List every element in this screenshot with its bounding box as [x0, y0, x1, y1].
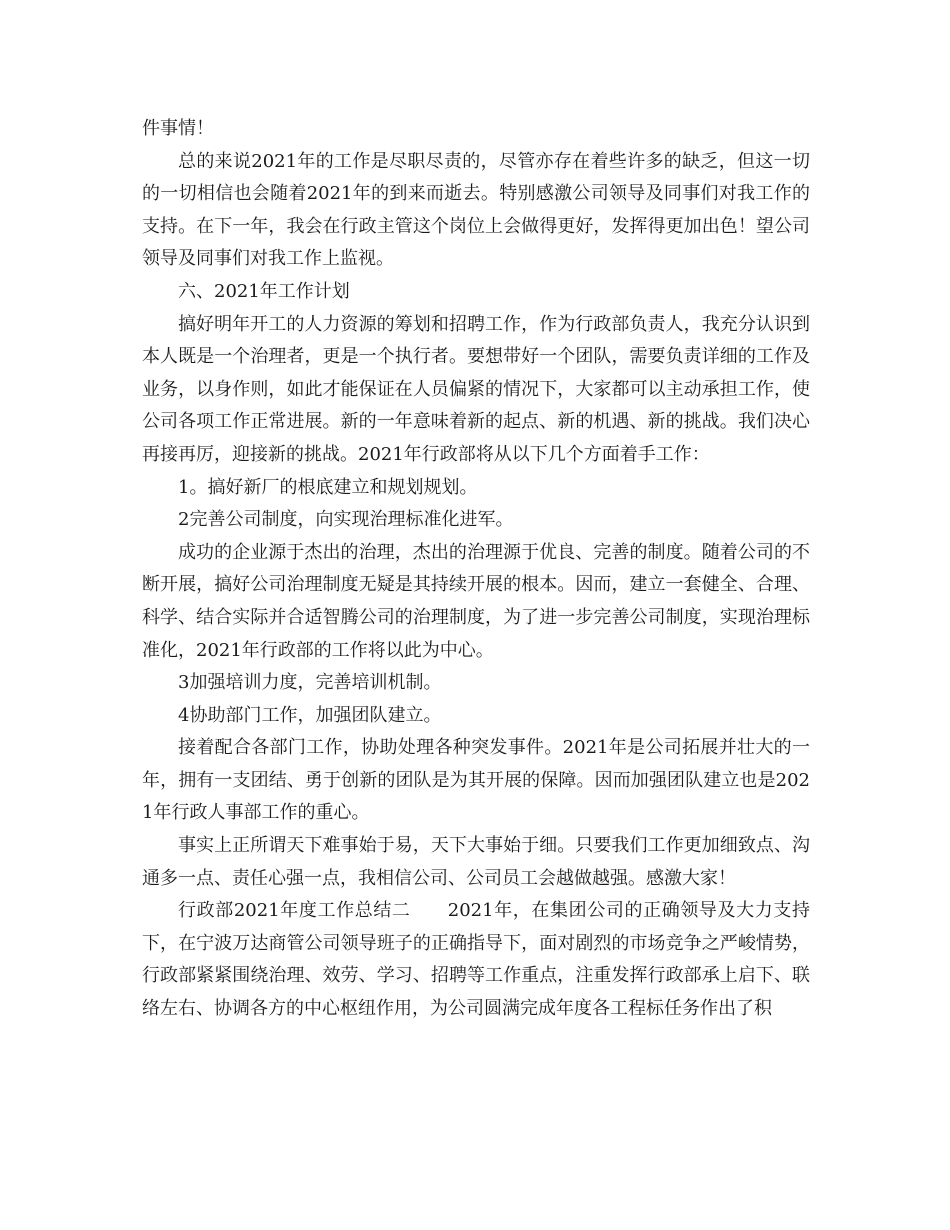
paragraph-11: 事实上正所谓天下难事始于易，天下大事始于细。只要我们工作更加细致点、沟通多一点、责任心强一点，我相信公司、公司员工会越做越强。感激大家！: [142, 835, 810, 889]
list-item-3: 3加强培训力度，完善培训机制。: [178, 672, 442, 694]
list-item-2: 2完善公司制度，向实现治理标准化进军。: [178, 509, 514, 531]
document-body: [142, 113, 810, 1026]
paragraph-7: 成功的企业源于杰出的治理，杰出的治理源于优良、完善的制度。随着公司的不断开展，搞好公司治理制度无疑是其持续开展的根本。因而，建立一套健全、合理、科学、结合实际并合适智腾公司的治理制度，为了进一步完善公司制度，实现治理标准化，2021年行政部的工作将以此为中心。: [142, 541, 810, 661]
section-heading-work-plan: 六、2021年工作计划: [178, 280, 350, 302]
paragraph-1: 件事情！: [142, 118, 214, 139]
paragraph-4: 搞好明年开工的人力资源的筹划和招聘工作，作为行政部负责人，我充分认识到本人既是一个治理者，更是一个执行者。要想带好一个团队，需要负责详细的工作及业务，以身作则，如此才能保证在人员偏紧的情况下，大家都可以主动承担工作，使公司各项工作正常进展。新的一年意味着新的起点、新的机遇、新的挑战。我们决心再接再厉，迎接新的挑战。2021年行政部将从以下几个方面着手工作：: [142, 313, 810, 465]
paragraph-12: 行政部2021年度工作总结二 2021年，在集团公司的正确领导及大力支持下，在宁波万达商管公司领导班子的正确指导下，面对剧烈的市场竞争之严峻情势，行政部紧紧围绕治理、效劳、学习、招聘等工作重点，注重发挥行政部承上启下、联络左右、协调各方的中心枢纽作用，为公司圆满完成年度各工程标任务作出了积: [142, 900, 810, 1020]
list-item-4: 4协助部门工作，加强团队建立。: [178, 704, 442, 726]
paragraph-10: 接着配合各部门工作，协助处理各种突发事件。2021年是公司拓展并壮大的一年，拥有一支团结、勇于创新的团队是为其开展的保障。因而加强团队建立也是2021年行政人事部工作的重心。: [142, 737, 810, 824]
paragraph-2: 总的来说2021年的工作是尽职尽责的，尽管亦存在着些许多的缺乏，但这一切的一切相信也会随着2021年的到来而逝去。特别感激公司领导及同事们对我工作的支持。在下一年，我会在行政主管这个岗位上会做得更好，发挥得更加出色！望公司领导及同事们对我工作上监视。: [142, 150, 810, 270]
list-item-1: 1。搞好新厂的根底建立和规划规划。: [178, 476, 478, 498]
